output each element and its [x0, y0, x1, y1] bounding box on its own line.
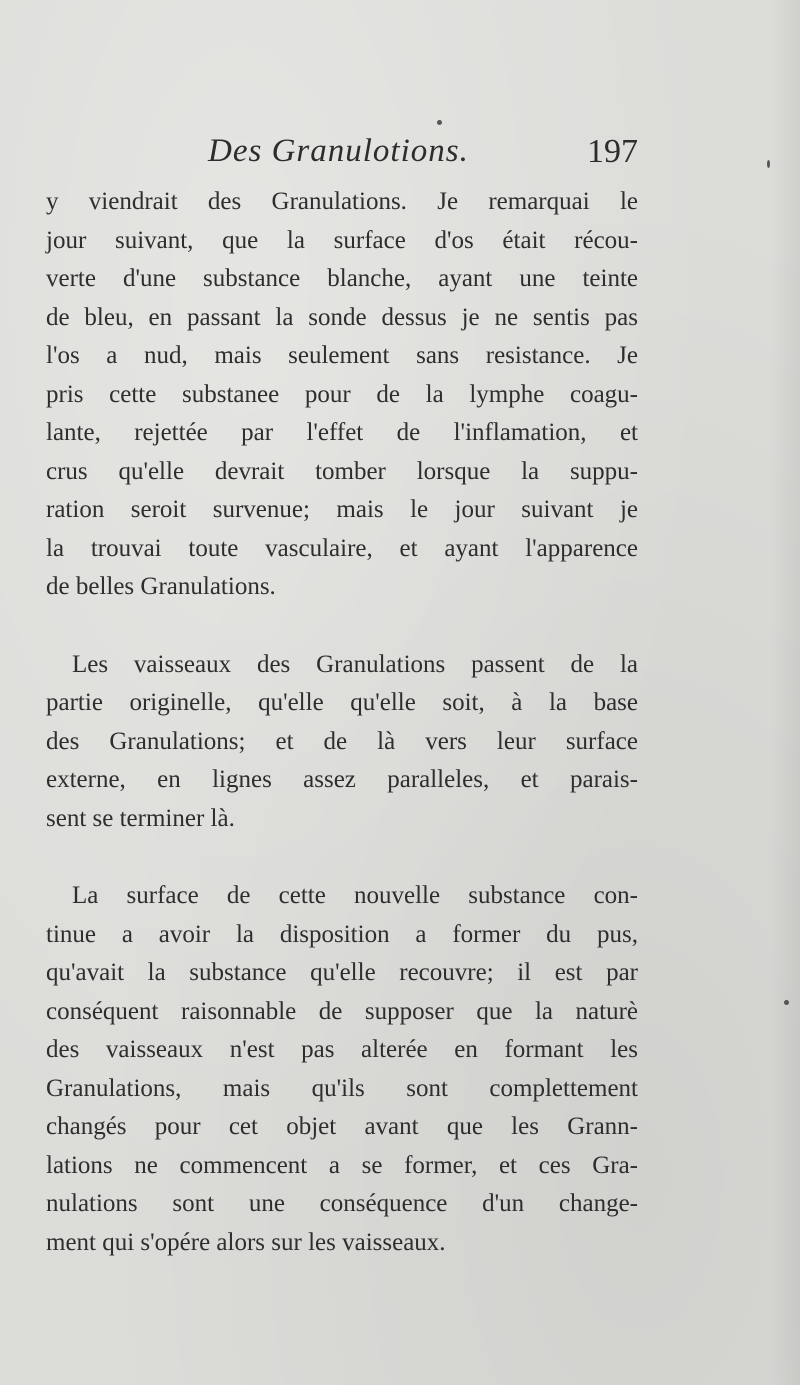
- paragraph: [46, 646, 638, 839]
- page-edge-shadow: [770, 0, 800, 1385]
- paragraph-gap: [46, 607, 638, 646]
- text-line: conséquent raisonnable de supposer que la naturè: [46, 997, 638, 1025]
- text-line: de bleu, en passant la sonde dessus je ne sentis pas: [46, 303, 638, 331]
- paragraph-gap: [46, 838, 638, 877]
- text-line: crus qu'elle devrait tomber lorsque la suppu-: [46, 457, 638, 485]
- text-line: Granulations, mais qu'ils sont complettement: [46, 1074, 638, 1102]
- text-line: lante, rejettée par l'effet de l'inflamation, et: [46, 419, 638, 446]
- page-number: 197: [587, 133, 638, 170]
- text-line: y viendrait des Granulations. Je remarquai le: [46, 188, 638, 215]
- text-line: des vaisseaux n'est pas alterée en formant les: [46, 1036, 638, 1063]
- text-line: ment qui s'opére alors sur les vaisseaux.: [46, 1228, 446, 1256]
- text-line: l'os a nud, mais seulement sans resistance. Je: [46, 342, 638, 369]
- ink-speck: [767, 160, 770, 168]
- text-line: pris cette substanee pour de la lymphe coagu-: [46, 380, 638, 408]
- paragraph: [46, 183, 638, 607]
- text-line: des Granulations; et de là vers leur surface: [46, 727, 638, 755]
- ink-speck: [784, 1000, 789, 1005]
- text-line: tinue a avoir la disposition a former du pus,: [46, 920, 638, 948]
- text-line: Les vaisseaux des Granulations passent de la: [72, 650, 638, 678]
- text-line: de belles Granulations.: [46, 573, 276, 600]
- text-line: externe, en lignes assez paralleles, et parais-: [46, 766, 638, 793]
- text-line: partie originelle, qu'elle qu'elle soit, à la base: [46, 689, 638, 716]
- running-head: Des Granulotions.: [208, 133, 469, 169]
- text-line: sent se terminer là.: [46, 804, 235, 832]
- text-line: changés pour cet objet avant que les Grann-: [46, 1113, 638, 1140]
- text-line: ration seroit survenue; mais le jour suivant je: [46, 496, 638, 523]
- text-line: lations ne commencent a se former, et ces Gra-: [46, 1151, 638, 1179]
- text-line: verte d'une substance blanche, ayant une teinte: [46, 265, 638, 292]
- text-line: jour suivant, que la surface d'os était récou-: [46, 226, 638, 254]
- text-line: nulations sont une conséquence d'un change-: [46, 1190, 638, 1217]
- page-header: [48, 133, 638, 183]
- text-line: qu'avait la substance qu'elle recouvre; il est par: [46, 959, 638, 986]
- ink-speck: [437, 120, 442, 125]
- text-line: la trouvai toute vasculaire, et ayant l'apparence: [46, 534, 638, 562]
- body-text: [46, 183, 638, 1262]
- text-line: La surface de cette nouvelle substance con-: [72, 882, 638, 909]
- paragraph: [46, 877, 638, 1262]
